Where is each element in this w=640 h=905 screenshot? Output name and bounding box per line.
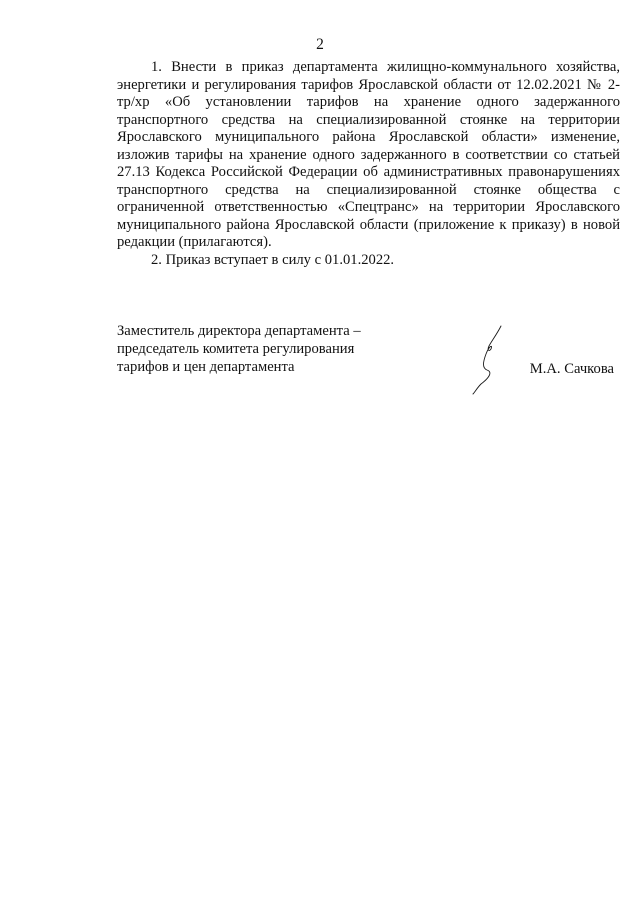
signer-position-line: председатель комитета регулирования: [117, 341, 355, 357]
signature-block: [117, 322, 620, 402]
handwritten-signature: [467, 324, 517, 396]
paragraph-1: 1. Внести в приказ департамента жилищно-коммунального хозяйства, энергетики и регулирования тарифов Ярославской области от 12.02.2021 № 2-тр/хр «Об установлении тарифов на хранение одного задержанного транспортного средства на специализированной стоянке на территории Ярославского муниципального района Ярославской области» изменение, изложив тарифы на хранение одного задержанного в соответствии со статьей 27.13 Кодекса Российской Федерации об административных правонарушениях транспортного средства на специализированной стоянке общества с ограниченной ответственностью «Спецтранс» на территории Ярославского муниципального района Ярославской области (приложение к приказу) в новой редакции (прилагаются).: [117, 59, 620, 250]
document-body: [117, 59, 620, 269]
signer-name: М.А. Сачкова: [529, 361, 614, 377]
signer-position: [117, 322, 417, 376]
signer-position-line: Заместитель директора департамента –: [117, 323, 361, 339]
page-number: 2: [316, 36, 324, 53]
signer-position-line: тарифов и цен департамента: [117, 359, 295, 375]
paragraph-2: 2. Приказ вступает в силу с 01.01.2022.: [151, 251, 395, 268]
